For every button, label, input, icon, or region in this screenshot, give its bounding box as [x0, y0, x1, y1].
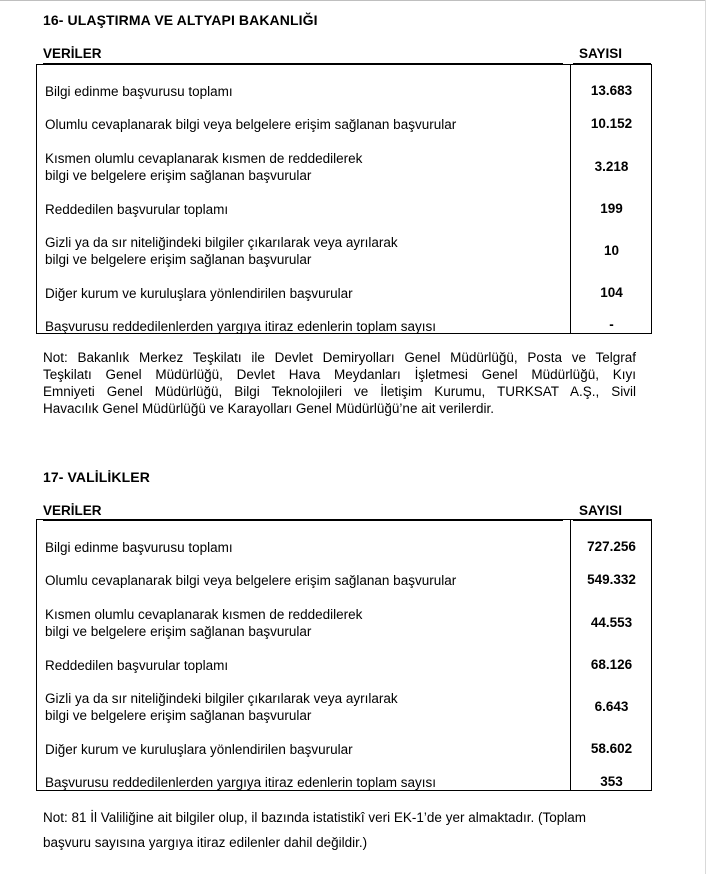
- s16-row-7-label: Başvurusu reddedilenlerden yargıya itiraz edenlerin toplam sayısı: [45, 319, 436, 334]
- s17-row-3-label-line-1: Kısmen olumlu cevaplanarak kısmen de reddedilerek: [45, 607, 363, 622]
- section-16-note-line-4: Havacılık Genel Müdürlüğü ve Karayolları Genel Müdürlüğü’ne ait verilerdir.: [43, 401, 494, 416]
- section-17-table: [36, 519, 652, 791]
- section-17-note: [43, 805, 636, 855]
- s17-row-1-label: Bilgi edinme başvurusu toplamı: [45, 540, 233, 555]
- s16-row-4-value: 199: [600, 201, 623, 216]
- section-17-header-veriler: VERİLER: [43, 503, 563, 521]
- s17-row-7-value: 353: [600, 774, 623, 789]
- section-16-note-line-3: Emniyeti Genel Müdürlüğü, Bilgi Teknolojileri ve İletişim Kurumu, TURKSAT A.Ş., Sivil: [43, 384, 636, 399]
- section-17-title: 17- VALİLİKLER: [43, 469, 150, 485]
- s16-row-4-label: Reddedilen başvurular toplamı: [45, 202, 229, 217]
- s16-row-7-value: -: [609, 317, 614, 332]
- page-top-border: [0, 0, 705, 1]
- s16-row-5-label-line-1: Gizli ya da sır niteliğindeki bilgiler çıkarılarak veya ayrılarak: [45, 235, 398, 250]
- s16-row-2-value: 10.152: [590, 116, 633, 131]
- s16-row-3-label-line-1: Kısmen olumlu cevaplanarak kısmen de reddedilerek: [45, 151, 363, 166]
- section-16-header-sayisi: SAYISI: [573, 46, 651, 64]
- s17-row-4-label: Reddedilen başvurular toplamı: [45, 658, 229, 673]
- section-17-note-line-1: Not: 81 İl Valiliğine ait bilgiler olup, il bazında istatistikî veri EK-1’de yer almaktadır. (Toplam: [43, 810, 586, 825]
- s17-row-6-label: Diğer kurum ve kuruluşlara yönlendirilen başvurular: [45, 742, 353, 757]
- s17-row-5-label-line-1: Gizli ya da sır niteliğindeki bilgiler çıkarılarak veya ayrılarak: [45, 691, 398, 706]
- section-17-note-line-2: başvuru sayısına yargıya itiraz edilenler dahil değildir.): [43, 835, 368, 850]
- section-17-header-sayisi: SAYISI: [573, 503, 651, 521]
- s17-row-5-value: 6.643: [594, 699, 629, 714]
- s16-row-3-label-line-2: bilgi ve belgelere erişim sağlanan başvurular: [45, 168, 312, 183]
- section-16-table: [36, 64, 652, 334]
- section-16-note-line-2: Teşkilatı Genel Müdürlüğü, Devlet Hava Meydanları İşletmesi Genel Müdürlüğü, Kıyı: [43, 367, 636, 382]
- section-16-note: [43, 349, 636, 417]
- s17-row-6-value: 58.602: [590, 741, 633, 756]
- s17-row-2-label: Olumlu cevaplanarak bilgi veya belgelere erişim sağlanan başvurular: [45, 573, 457, 588]
- s17-row-3-label-line-2: bilgi ve belgelere erişim sağlanan başvurular: [45, 624, 312, 639]
- s17-row-4-value: 68.126: [590, 657, 633, 672]
- s16-row-5-value: 10: [603, 243, 620, 258]
- s17-row-2-value: 549.332: [587, 572, 636, 587]
- section-16-note-line-1: Not: Bakanlık Merkez Teşkilatı ile Devlet Demiryolları Genel Müdürlüğü, Posta ve Telgraf: [43, 350, 636, 365]
- section-16-title: 16- ULAŞTIRMA VE ALTYAPI BAKANLIĞI: [43, 12, 318, 28]
- s17-row-5-label-line-2: bilgi ve belgelere erişim sağlanan başvurular: [45, 708, 312, 723]
- s16-row-2-label: Olumlu cevaplanarak bilgi veya belgelere erişim sağlanan başvurular: [45, 117, 457, 132]
- s16-row-3-value: 3.218: [594, 159, 629, 174]
- s16-row-6-label: Diğer kurum ve kuruluşlara yönlendirilen başvurular: [45, 286, 353, 301]
- section-16-header-veriler: VERİLER: [43, 46, 563, 64]
- s16-row-1-label: Bilgi edinme başvurusu toplamı: [45, 84, 233, 99]
- s17-row-7-label: Başvurusu reddedilenlerden yargıya itiraz edenlerin toplam sayısı: [45, 775, 436, 790]
- s16-row-6-value: 104: [600, 285, 623, 300]
- s17-row-1-value: 727.256: [587, 539, 636, 554]
- s16-row-1-value: 13.683: [590, 83, 633, 98]
- s17-row-3-value: 44.553: [590, 615, 633, 630]
- s16-row-5-label-line-2: bilgi ve belgelere erişim sağlanan başvurular: [45, 252, 312, 267]
